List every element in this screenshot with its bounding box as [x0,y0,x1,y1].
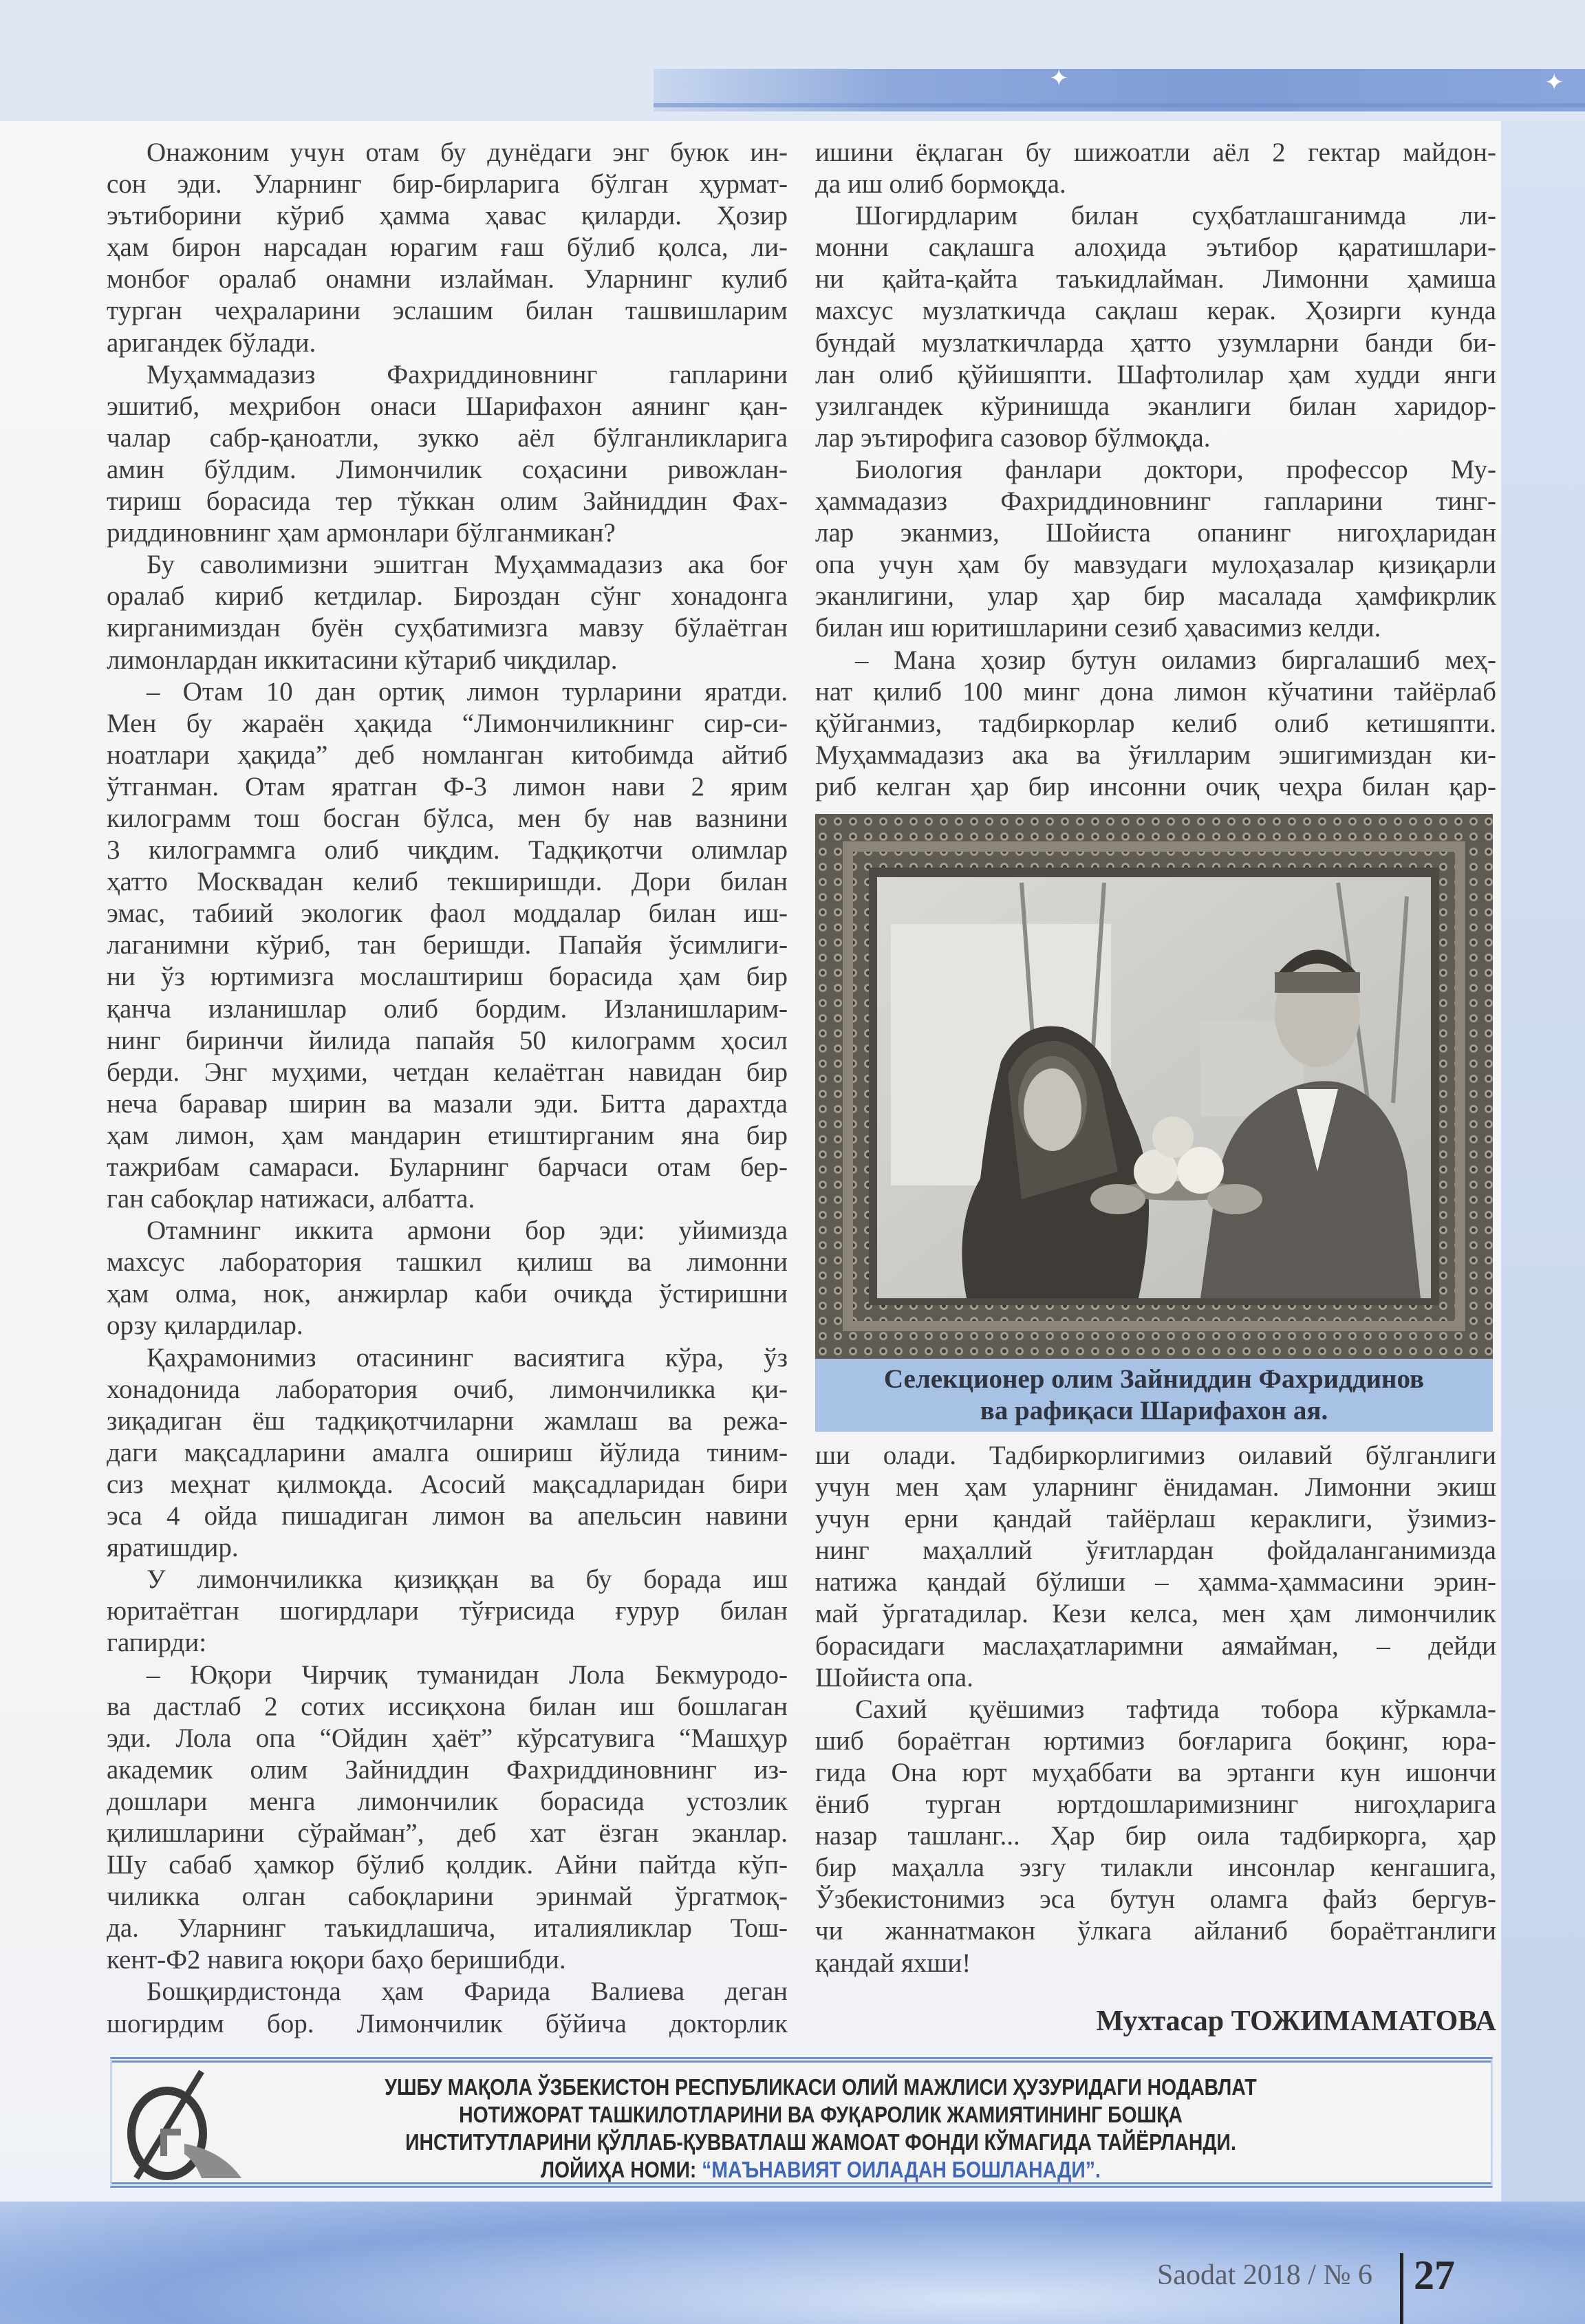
author-signature: Мухтасар ТОЖИМАМАТОВА [1096,2005,1496,2037]
paragraph [815,1694,1496,1979]
text-line: орзу қилардилар. [107,1311,303,1341]
paragraph [107,137,788,359]
text-line: ҳам лимон, ҳам мандарин етиштирганим яна бир [107,1120,788,1150]
text-line: нинг биринчи йилида папайя 50 килограмм ҳосил [107,1025,788,1055]
right-column-top [815,137,1496,803]
sparkle-icon: ✦ [1049,66,1069,92]
text-line: да. Уларнинг таъкидлашича, италияликлар Тош- [107,1913,788,1944]
text-line: қанча изланишлар олиб бордим. Изланишларим- [107,993,788,1024]
sparkle-icon: ✦ [1544,70,1564,96]
text-line: нинг маҳаллий ўғитлардан фойдаланганимизда [815,1536,1496,1566]
text-line: риб келган ҳар бир инсонни очиқ чеҳра билан қар- [815,771,1496,801]
text-line: ва дастлаб 2 сотих иссиқхона билан иш бошлаган [107,1691,788,1721]
text-line: аригандек бўлади. [107,327,316,358]
text-line: килограмм тош босган бўлса, мен бу нав вазнини [107,803,788,833]
text-line: турган чеҳраларини эслашим билан ташвишларим [107,296,788,326]
text-line: юритаётган шогирдлари тўғрисида ғурур билан [107,1596,788,1626]
text-line: учун мен ҳам уларнинг ёнидаман. Лимонни экиш [815,1472,1496,1503]
caption-line: Селекционер олим Зайниддин Фахриддинов [883,1364,1425,1394]
page-number: 27 [1414,2252,1455,2298]
text-line: Муҳаммадазиз Фахриддиновнинг гапларини [147,359,788,389]
text-line: тириш борасида тер тўккан олим Зайниддин Фах- [107,486,788,517]
text-line: натижа қандай бўлиши – ҳамма-ҳаммасини эрин- [815,1567,1496,1597]
paragraph [107,1564,788,1659]
text-line: лан олиб қўйишяпти. Шафтолилар ҳам худди янги [815,359,1496,389]
text-line: Мен бу жараён ҳақида “Лимончиликнинг сир-си- [107,708,788,738]
text-line: билан иш юритишларини сезиб ҳавасимиз келди. [815,613,1381,643]
text-line: эса 4 ойда пишадиган лимон ва апельсин навини [107,1501,788,1531]
text-line: гида Она юрт муҳаббати ва эртанги кун ишончи [815,1757,1496,1787]
text-line: Биология фанлари доктори, профессор Му- [855,454,1496,484]
text-line: лаганимни кўриб, тан беришди. Папайя ўсимлиги- [107,930,788,960]
text-line: Бу саволимизни эшитган Муҳаммадазиз ака боғ [147,550,788,580]
text-line: ноатлари ҳақида” деб номланган китобимда айтиб [107,740,788,770]
photo-couple-image [815,814,1493,1359]
text-line: – Мана ҳозир бутун оиламиз биргалашиб меҳ- [855,645,1496,675]
text-line: Сахий қуёшимиз тафтида тобора кўркамла- [855,1694,1496,1724]
text-line: лар эътирофига сазовор бўлмоқда. [815,422,1211,453]
text-line: риддиновнинг ҳам армонлари бўлганмикан? [107,518,616,548]
text-line: берди. Энг муҳими, четдан келаётган навидан бир [107,1057,788,1087]
paragraph [815,200,1496,454]
text-line: узилгандек кўринишда эканлиги билан харидор- [815,391,1496,421]
text-line: Отамнинг иккита армони бор эди: уйимизда [147,1216,788,1246]
fund-notice-line: УШБУ МАҚОЛА ЎЗБЕКИСТОН РЕСПУБЛИКАСИ ОЛИЙ МАЖЛИСИ ҲУЗУРИДАГИ НОДАВЛАТ [385,2074,1257,2100]
footer-divider [1400,2253,1403,2324]
text-line: зиқадиган ёш тадқиқотчиларни жамлаш ва режа- [107,1406,788,1436]
text-line: лар эканмиз, Шойиста опанинг нигоҳларидан [815,518,1496,548]
fund-notice-line: НОТИЖОРАТ ТАШКИЛОТЛАРИНИ ВА ФУҚАРОЛИК ЖАМИЯТИНИНГ БОШҚА [459,2102,1183,2127]
text-line: ган сабоқлар натижаси, албатта. [107,1184,475,1214]
paragraph [107,1342,788,1564]
fund-logo-icon [119,2068,243,2182]
text-line: шогирдим бор. Лимончилик бўйича докторлик [107,2008,788,2038]
text-line: Шогирдларим билан суҳбатлашганимда ли- [855,201,1496,231]
text-line: – Юқори Чирчиқ туманидан Лола Бекмуродо- [147,1659,788,1690]
right-decor-strip [1501,121,1585,2206]
paragraph [107,676,788,1216]
text-line: лимонлардан иккитасини кўтариб чиқдилар. [107,645,618,675]
text-line: чиликка олган сабоқларини эринмай ўргатмоқ- [107,1882,788,1912]
text-line: ши олади. Тадбиркорлигимиз оилавий бўлганлиги [815,1441,1496,1470]
text-line: ёниб турган юртдошларимизнинг нигоҳларига [815,1789,1496,1820]
text-line: тажрибам самараси. Буларнинг барчаси отам бер- [107,1152,788,1182]
text-line: оралаб кириб кетдилар. Бироздан сўнг хонадонга [107,581,788,612]
text-line: чалар сабр-қаноатли, зукко аёл бўлганликларига [107,422,788,453]
text-line: академик олим Зайниддин Фахриддиновнинг из- [107,1754,788,1785]
paragraph [107,1215,788,1342]
text-line: да иш олиб бормоқда. [815,169,1066,200]
text-line: борасидаги маслаҳатларимни аямайман, – дейди [815,1631,1496,1661]
fund-notice-text [330,2074,1312,2184]
text-line: сон эди. Уларнинг бир-бирларига бўлган ҳурмат- [107,169,788,200]
paragraph [815,1440,1496,1694]
caption-line: ва рафиқаси Шарифахон ая. [980,1396,1328,1425]
text-line: монни сақлашга алоҳида эътибор қаратишлари- [815,233,1496,263]
paragraph [107,1659,788,1977]
text-line: У лимончиликка қизиққан ва бу борада иш [147,1564,788,1595]
text-line: ҳатто Москвадан келиб текширишди. Дори билан [107,867,788,897]
text-line: Шойиста опа. [815,1662,973,1692]
framed-photo [815,814,1493,1359]
text-line: 3 килограммга олиб чиқдим. Тадқиқотчи олимлар [107,835,788,865]
text-line: чи жаннатмакон ўлкага айланиб бораётганлиги [815,1916,1496,1946]
text-line: амин бўлдим. Лимончилик соҳасини ривожлан- [107,454,788,484]
photo-caption [815,1359,1493,1432]
text-line: эди. Лола опа “Ойдин ҳаёт” кўрсатувига “Машҳур [107,1723,788,1753]
text-line: эканлигини, улар ҳар бир масалада ҳамфикрлик [815,581,1496,612]
text-line: ишини ёқлаган бу шижоатли аёл 2 гектар майдон- [815,138,1496,167]
text-line: хонадонида лаборатория очиб, лимончиликка қи- [107,1374,788,1404]
text-line: қилишларини сўрайман”, деб хат ёзган эканлар. [107,1818,788,1848]
text-line: махсус лаборатория ташкил қилиш ва лимонни [107,1247,788,1278]
text-line: бундай музлаткичларда ҳатто узумларни банди би- [815,327,1496,358]
project-name: “МАЪНАВИЯТ ОИЛАДАН БОШЛАНАДИ”. [702,2157,1101,2182]
text-line: эмас, табиий экологик фаол моддалар билан иш- [107,899,788,929]
text-line: учун ерни қандай тайёрлаш кераклиги, ўзимиз- [815,1504,1496,1534]
text-line: дошлари менга лимончилик борасида устозлик [107,1786,788,1816]
project-label: ЛОЙИҲА НОМИ: [541,2157,702,2182]
text-line: неча баравар ширин ва мазали эди. Битта дарахтда [107,1088,788,1119]
fund-notice-project [330,2156,1312,2184]
text-line: яратишдир. [107,1533,239,1563]
text-line: нат қилиб 100 минг дона лимон кўчатини тайёрлаб [815,676,1496,707]
text-line: Ўзбекистонимиз эса бутун оламга файз бергув- [815,1884,1496,1915]
text-line: Онажоним учун отам бу дунёдаги энг буюк ин- [147,138,788,167]
text-line: бир маҳалла эзгу тилакли инсонлар кенгашига, [815,1853,1496,1883]
text-line: қандай яхши! [815,1948,971,1978]
right-column-bottom [815,1440,1496,1979]
text-line: май ўргатадилар. Кези келса, мен ҳам лимончилик [815,1599,1496,1629]
text-line: эътиборини кўриб ҳамма ҳавас қиларди. Ҳозир [107,201,788,231]
text-line: ҳам олма, нок, анжирлар каби очиқда ўстиришни [107,1279,788,1309]
text-line: Қаҳрамонимиз отасининг васиятига кўра, ўз [147,1342,788,1373]
text-line: ўтганман. Отам яратган Ф-3 лимон нави 2 ярим [107,771,788,801]
text-line: шиб бораётган юртимиз боғларига боқинг, юра- [815,1725,1496,1756]
text-line: кирганимиздан буён суҳбатимизга мавзу бўлаётган [107,613,788,643]
paragraph [815,137,1496,200]
paragraph [107,1976,788,2039]
text-line: қўйганмиз, тадбиркорлар келиб олиб кетишяпти. [815,708,1496,738]
paragraph [107,359,788,550]
text-line: кент-Ф2 навига юқори баҳо беришибди. [107,1945,566,1975]
text-line: монбоғ оралаб онамни излайман. Уларнинг кулиб [107,264,788,294]
text-line: – Отам 10 дан ортиқ лимон турларини яратди. [147,676,788,707]
text-line: гапирди: [107,1628,207,1658]
fund-notice-line: ИНСТИТУТЛАРИНИ ҚЎЛЛАБ-ҚУВВАТЛАШ ЖАМОАТ ФОНДИ КЎМАГИДА ТАЙЁРЛАНДИ. [405,2129,1236,2155]
text-line: эшитиб, меҳрибон онаси Шарифахон аянинг қан- [107,391,788,421]
text-line: ҳам бирон нарсадан юрагим ғаш бўлиб қолса, ли- [107,233,788,263]
text-line: Бошқирдистонда ҳам Фарида Валиева деган [147,1977,788,2007]
paragraph [815,645,1496,803]
text-line: сиз меҳнат қилмоқда. Асосий мақсадларидан бири [107,1469,788,1499]
text-line: Муҳаммадазиз ака ва ўғилларим эшигимиздан ки- [815,740,1496,770]
text-line: ни ўз юртимизга мослаштириш борасида ҳам бир [107,962,788,992]
magazine-issue: Saodat 2018 / № 6 [1157,2259,1373,2291]
left-column [107,137,788,2040]
text-line: ни қайта-қайта таъкидлайман. Лимонни ҳамиша [815,264,1496,294]
header-decor-line [654,103,1585,107]
text-line: даги мақсадларини амалга ошириш йўлида тиним- [107,1437,788,1467]
text-line: назар ташланг... Ҳар бир оила тадбиркорга, ҳар [815,1821,1496,1851]
text-line: махсус музлаткичда сақлаш керак. Ҳозирги кунда [815,296,1496,326]
text-line: опа учун ҳам бу мавзудаги мулоҳазалар қизиқарли [815,550,1496,580]
paragraph [815,454,1496,645]
text-line: ҳаммадазиз Фахриддиновнинг гапларини тинг- [815,486,1496,517]
fund-notice-box [110,2057,1493,2188]
text-line: Шу сабаб ҳамкор бўлиб қолдик. Айни пайтда кўп- [107,1850,788,1880]
paragraph [107,549,788,676]
